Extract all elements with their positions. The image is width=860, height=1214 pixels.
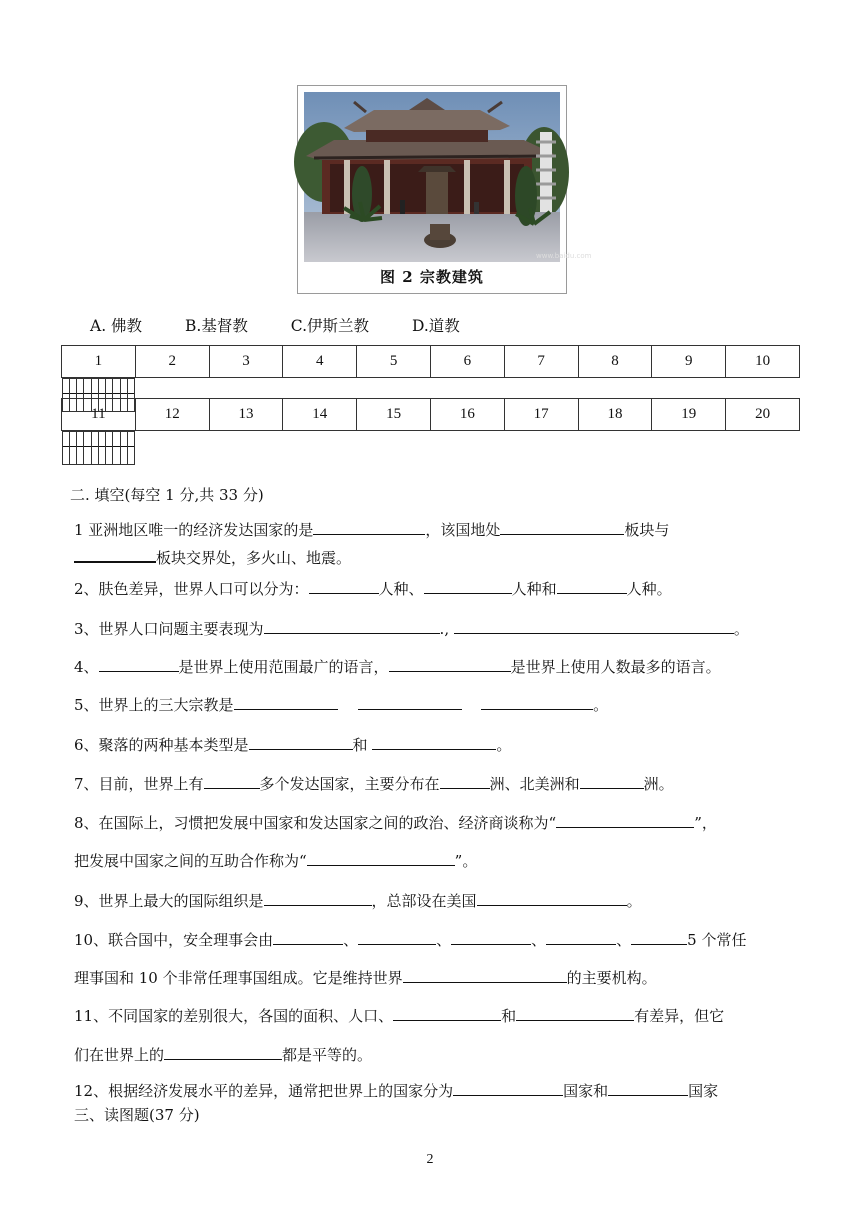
q8-text-b: ”， <box>694 814 717 832</box>
grid-cell: 10 <box>726 346 800 378</box>
answer-cell[interactable] <box>77 432 84 465</box>
temple-photo <box>304 92 592 262</box>
q6-text-a: 6、聚落的两种基本类型是 <box>74 736 249 754</box>
q5-blank-2[interactable] <box>358 694 462 710</box>
q12-text-c: 国家 <box>688 1082 719 1100</box>
q12-blank-2[interactable] <box>608 1080 688 1096</box>
q8-blank-1[interactable] <box>556 812 694 828</box>
grid-cell: 2 <box>135 346 209 378</box>
option-c: C.伊斯兰教 <box>290 317 370 335</box>
answer-cell[interactable] <box>113 379 120 412</box>
question-11-line-2 <box>74 1044 372 1065</box>
q3-blank-1[interactable] <box>264 618 440 634</box>
grid-cell: 19 <box>652 399 726 431</box>
option-d: D.道教 <box>411 317 460 335</box>
q6-blank-1[interactable] <box>249 734 353 750</box>
q4-blank-2[interactable] <box>389 656 511 672</box>
section-3-title: 三、读图题(37 分) <box>74 1106 200 1124</box>
answer-cell[interactable] <box>120 379 127 412</box>
photo-watermark: www.baidu.com <box>536 252 592 260</box>
question-12 <box>74 1080 718 1101</box>
q8-text-a: 8、在国际上，习惯把发展中国家和发达国家之间的政治、经济商谈称为“ <box>74 814 557 832</box>
answer-cell[interactable] <box>77 379 84 412</box>
answer-cell[interactable] <box>69 379 76 412</box>
q6-text-c: 。 <box>496 736 512 754</box>
answer-cell[interactable] <box>91 432 98 465</box>
q8-blank-2[interactable] <box>307 850 455 866</box>
grid-cell: 12 <box>135 399 209 431</box>
question-4 <box>74 656 721 677</box>
q11-text-a: 11、不同国家的差别很大，各国的面积、人口、 <box>74 1007 394 1025</box>
answer-cell[interactable] <box>69 432 76 465</box>
question-9 <box>74 890 642 911</box>
page-number: 2 <box>426 1152 434 1167</box>
q10-blank-1[interactable] <box>273 929 343 945</box>
question-7 <box>74 773 674 794</box>
q10-blank-2[interactable] <box>358 929 436 945</box>
q1-text-c: 板块与 <box>624 521 670 539</box>
q10-text-b: 5 个常任 <box>687 931 747 949</box>
question-2 <box>74 578 672 599</box>
question-10-line-1 <box>74 929 746 950</box>
q3-text-c: 。 <box>733 620 749 638</box>
q11-blank-3[interactable] <box>164 1044 282 1060</box>
question-1-line-2 <box>74 546 351 568</box>
q9-text-b: ，总部设在美国 <box>371 892 477 910</box>
q2-blank-2[interactable] <box>424 578 512 594</box>
q4-blank-1[interactable] <box>99 656 179 672</box>
q10-text-d: 的主要机构。 <box>566 969 657 987</box>
q7-text-d: 洲。 <box>643 775 674 793</box>
q8-text-d: ”。 <box>454 852 478 870</box>
q10-sep: 、 <box>531 931 547 949</box>
q1-blank-1[interactable] <box>313 519 425 535</box>
q11-text-d: 们在世界上的 <box>74 1046 165 1064</box>
q10-text-c: 理事国和 10 个非常任理事国组成。它是维持世界 <box>74 969 403 987</box>
grid-cell: 3 <box>209 346 283 378</box>
answer-cell[interactable] <box>127 432 134 465</box>
q3-text-a: 3、世界人口问题主要表现为 <box>74 620 264 638</box>
grid-number-row-1 <box>62 346 800 378</box>
q10-text-a: 10、联合国中，安全理事会由 <box>74 931 274 949</box>
q9-text-a: 9、世界上最大的国际组织是 <box>74 892 264 910</box>
grid-cell: 9 <box>652 346 726 378</box>
q5-text-a: 5、世界上的三大宗教是 <box>74 696 234 714</box>
answer-cell[interactable] <box>106 432 113 465</box>
grid-cell: 6 <box>430 346 504 378</box>
q4-text-a: 4、 <box>74 658 99 676</box>
q5-blank-3[interactable] <box>481 694 593 710</box>
q4-text-c: 是世界上使用人数最多的语言。 <box>510 658 721 676</box>
grid-cell: 7 <box>504 346 578 378</box>
q10-sep: 、 <box>616 931 632 949</box>
q2-text-a: 2、肤色差异，世界人口可以分为： <box>74 580 309 598</box>
answer-cell[interactable] <box>127 379 134 412</box>
question-1-line-1 <box>74 519 669 540</box>
q12-blank-1[interactable] <box>453 1080 563 1096</box>
q6-blank-2[interactable] <box>372 734 496 750</box>
q1-text-a: 1 亚洲地区唯一的经济发达国家的是 <box>74 521 314 539</box>
question-5 <box>74 694 608 715</box>
q9-text-c: 。 <box>626 892 642 910</box>
q8-text-c: 把发展中国家之间的互助合作称为“ <box>74 852 307 870</box>
q11-text-b: 和 <box>501 1007 517 1025</box>
grid-cell: 15 <box>357 399 431 431</box>
grid-cell: 16 <box>430 399 504 431</box>
grid-number-row-2 <box>62 399 800 431</box>
answer-cell[interactable] <box>98 432 105 465</box>
answer-cell[interactable] <box>113 432 120 465</box>
q1-blank-3[interactable] <box>74 546 156 563</box>
question-8-line-1 <box>74 812 717 833</box>
q2-blank-3[interactable] <box>557 578 627 594</box>
q11-text-c: 有差异，但它 <box>634 1007 725 1025</box>
grid-cell: 18 <box>578 399 652 431</box>
grid-cell: 5 <box>357 346 431 378</box>
answer-options <box>90 314 498 336</box>
q5-text-b: 。 <box>593 696 609 714</box>
q12-text-a: 12、根据经济发展水平的差异，通常把世界上的国家分为 <box>74 1082 454 1100</box>
q2-text-b: 人种、 <box>378 580 424 598</box>
grid-cell: 20 <box>726 399 800 431</box>
grid-cell: 8 <box>578 346 652 378</box>
q2-text-d: 人种。 <box>626 580 672 598</box>
figure-caption: 图 2 宗教建筑 <box>380 268 484 286</box>
q11-blank-2[interactable] <box>516 1005 634 1021</box>
grid-cell: 14 <box>283 399 357 431</box>
q3-text-b: ., <box>439 620 454 638</box>
answer-grid <box>61 345 800 451</box>
grid-cell: 17 <box>504 399 578 431</box>
section-2-title: 二. 填空(每空 1 分,共 33 分) <box>70 486 264 504</box>
question-10-line-2 <box>74 967 657 988</box>
figure-religious-building <box>297 85 592 294</box>
q7-text-b: 多个发达国家，主要分布在 <box>259 775 440 793</box>
question-3 <box>74 618 749 639</box>
q10-sep: 、 <box>343 931 359 949</box>
grid-cell: 1 <box>62 346 136 378</box>
answer-cell[interactable] <box>84 432 91 465</box>
q7-text-a: 7、目前，世界上有 <box>74 775 204 793</box>
q9-blank-1[interactable] <box>264 890 372 906</box>
option-b: B.基督教 <box>185 317 248 335</box>
q7-blank-1[interactable] <box>204 773 260 789</box>
q3-blank-2[interactable] <box>454 618 734 634</box>
grid-cell: 13 <box>209 399 283 431</box>
grid-cell: 11 <box>62 399 136 431</box>
q10-blank-5[interactable] <box>631 929 687 945</box>
answer-cell[interactable] <box>62 432 69 465</box>
q7-blank-3[interactable] <box>580 773 644 789</box>
q6-text-b: 和 <box>352 736 373 754</box>
grid-cell: 4 <box>283 346 357 378</box>
q7-blank-2[interactable] <box>440 773 490 789</box>
q5-blank-1[interactable] <box>234 694 338 710</box>
grid-answer-row-2 <box>62 431 136 447</box>
question-6 <box>74 734 511 755</box>
q2-text-c: 人种和 <box>511 580 557 598</box>
question-8-line-2 <box>74 850 477 871</box>
q10-blank-6[interactable] <box>403 967 567 983</box>
question-11-line-1 <box>74 1005 724 1026</box>
q10-blank-3[interactable] <box>451 929 531 945</box>
answer-cell[interactable] <box>62 379 69 412</box>
option-a: A. 佛教 <box>90 317 143 335</box>
temple-illustration <box>304 92 592 262</box>
answer-cell[interactable] <box>84 379 91 412</box>
q11-blank-1[interactable] <box>393 1005 501 1021</box>
q7-text-c: 洲、北美洲和 <box>489 775 580 793</box>
grid-answer-row-1 <box>62 378 136 394</box>
q2-blank-1[interactable] <box>309 578 379 594</box>
q4-text-b: 是世界上使用范围最广的语言， <box>178 658 389 676</box>
q1-text-b: ，该国地处 <box>425 521 501 539</box>
q9-blank-2[interactable] <box>477 890 627 906</box>
q10-blank-4[interactable] <box>546 929 616 945</box>
q1-blank-2[interactable] <box>500 519 624 535</box>
answer-cell[interactable] <box>106 379 113 412</box>
q10-sep: 、 <box>436 931 452 949</box>
answer-cell[interactable] <box>120 432 127 465</box>
q11-text-e: 都是平等的。 <box>282 1046 373 1064</box>
q12-text-b: 国家和 <box>563 1082 609 1100</box>
q1-text-d: 板块交界处，多火山、地震。 <box>156 549 352 567</box>
